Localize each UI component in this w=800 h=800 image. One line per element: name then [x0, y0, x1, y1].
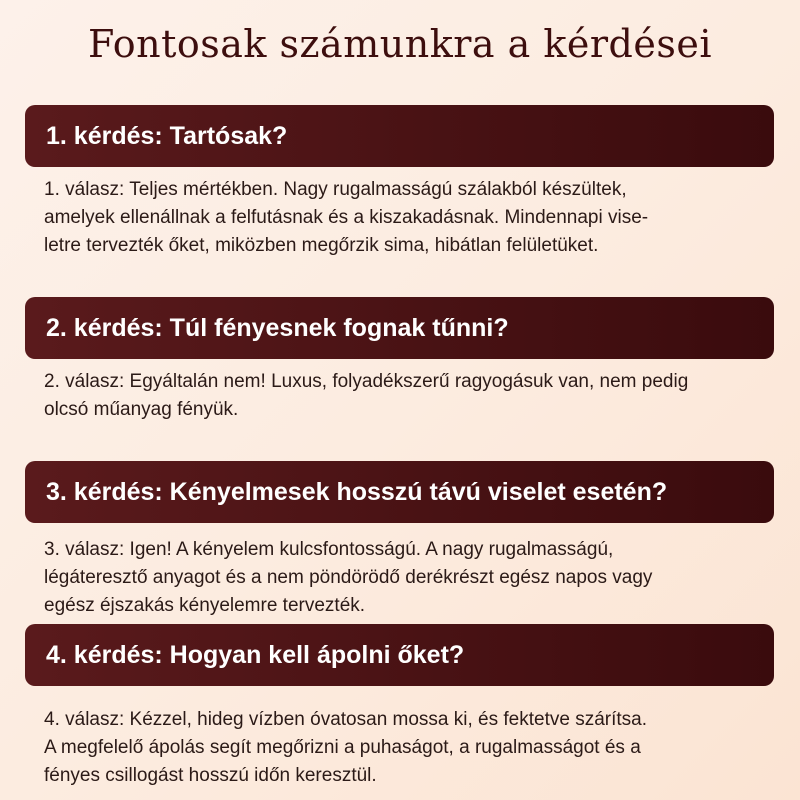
faq-answer-4 [44, 706, 744, 790]
faq-answer-2 [44, 368, 744, 424]
faq-answer-3 [44, 536, 744, 620]
faq-question-4[interactable] [25, 624, 774, 686]
faq-answer-2-line: 2. válasz: Egyáltalán nem! Luxus, folyadékszerű ragyogásuk van, nem pedig [44, 371, 689, 392]
faq-answer-3-line: 3. válasz: Igen! A kényelem kulcsfontosságú. A nagy rugalmasságú, [44, 539, 614, 560]
faq-question-3[interactable] [25, 461, 774, 523]
faq-answer-1-line: amelyek ellenállnak a felfutásnak és a kiszakadásnak. Mindennapi vise- [44, 207, 649, 228]
faq-question-2[interactable] [25, 297, 774, 359]
faq-answer-1-line: 1. válasz: Teljes mértékben. Nagy rugalmasságú szálakból készültek, [44, 179, 627, 200]
faq-question-4-text: 4. kérdés: Hogyan kell ápolni őket? [46, 640, 465, 669]
faq-answer-4-line: A megfelelő ápolás segít megőrizni a puhaságot, a rugalmasságot és a [44, 737, 641, 758]
faq-question-2-text: 2. kérdés: Túl fényesnek fognak tűnni? [46, 313, 509, 342]
faq-answer-2-line: olcsó műanyag fényük. [44, 399, 239, 420]
page-title: Fontosak számunkra a kérdései [87, 22, 712, 66]
faq-answer-3-line: légáteresztő anyagot és a nem pöndörödő derékrészt egész napos vagy [44, 567, 653, 588]
faq-answer-3-line: egész éjszakás kényelemre tervezték. [44, 595, 366, 616]
faq-answer-4-line: 4. válasz: Kézzel, hideg vízben óvatosan mossa ki, és fektetve szárítsa. [44, 709, 648, 730]
faq-question-1[interactable] [25, 105, 774, 167]
faq-question-3-text: 3. kérdés: Kényelmesek hosszú távú viselet esetén? [46, 477, 668, 506]
faq-answer-1-line: letre tervezték őket, miközben megőrzik sima, hibátlan felületüket. [44, 235, 599, 256]
faq-question-1-text: 1. kérdés: Tartósak? [46, 121, 288, 150]
faq-answer-4-line: fényes csillogást hosszú időn keresztül. [44, 765, 377, 786]
faq-answer-1 [44, 176, 744, 260]
